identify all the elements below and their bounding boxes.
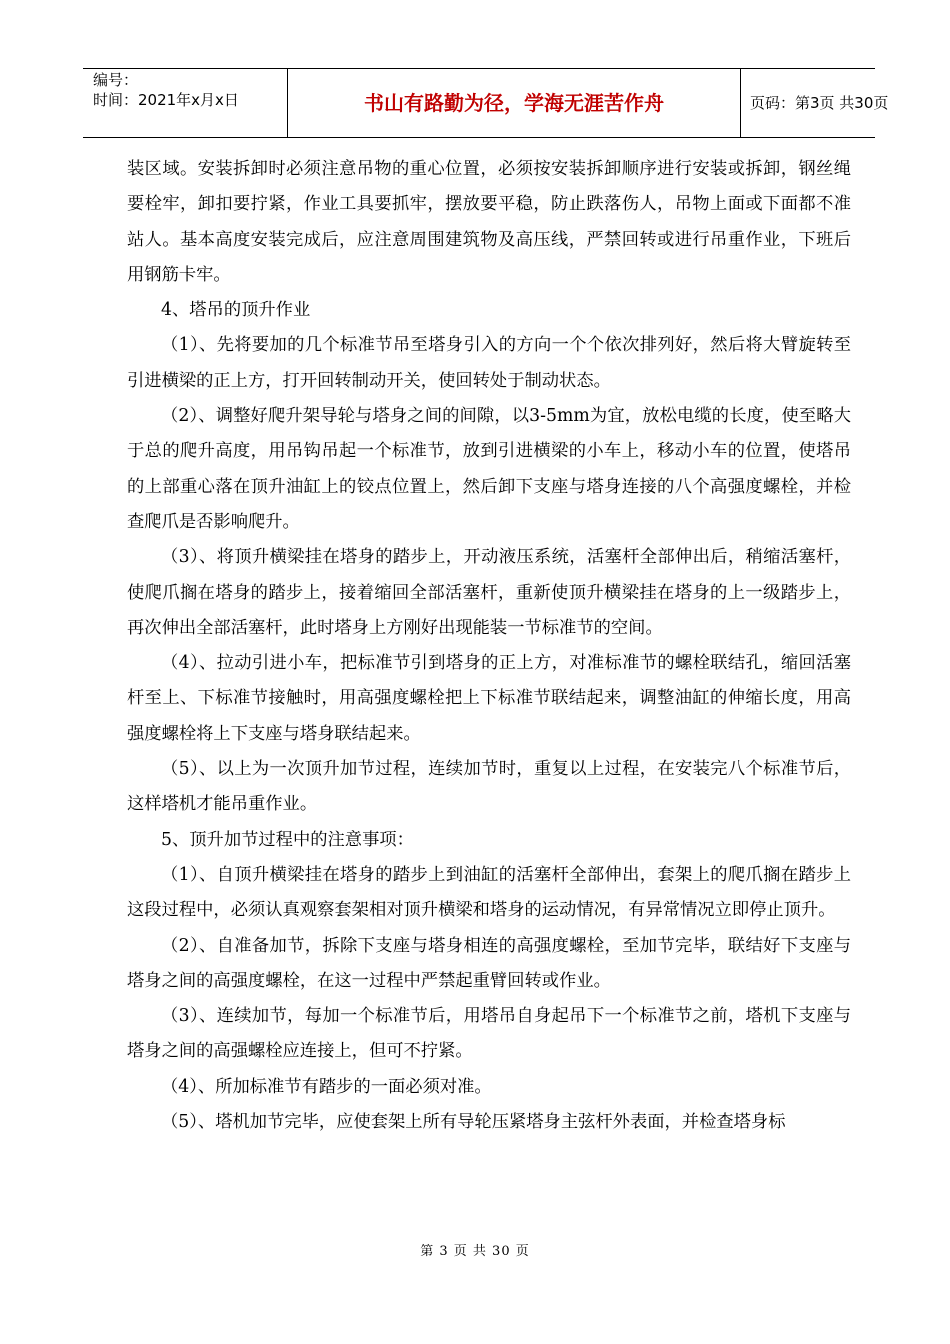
paragraph-note-4: （4）、所加标准节有踏步的一面必须对准。 bbox=[161, 1076, 492, 1097]
date-label: 时间：2021年x月x日 bbox=[93, 91, 239, 109]
section-heading-4: 4、塔吊的顶升作业 bbox=[161, 300, 311, 321]
paragraph-step-4: （4）、拉动引进小车，把标准节引到塔身的正上方，对准标准节的螺栓联结孔，缩回活塞杆至上、下标准节接触时，用高强度螺栓把上下标准节联结起来，调整油缸的伸缩长度，用高强度螺栓将上下支座与塔身联结起来。 bbox=[127, 653, 851, 744]
paragraph-note-5: （5）、塔机加节完毕，应使套架上所有导轮压紧塔身主弦杆外表面，并检查塔身标 bbox=[161, 1112, 786, 1133]
paragraph-continued: 装区域。安装拆卸时必须注意吊物的重心位置，必须按安装拆卸顺序进行安装或拆卸，钢丝绳要栓牢，卸扣要拧紧，作业工具要抓牢，摆放要平稳，防止跌落伤人，吊物上面或下面都不准站人。基本高度安装完成后，应注意周围建筑物及高压线，严禁回转或进行吊重作业，下班后用钢筋卡牢。 bbox=[127, 159, 851, 285]
header-motto: 书山有路勤为径，学海无涯苦作舟 bbox=[364, 91, 664, 115]
header-motto-cell bbox=[287, 69, 741, 137]
paragraph-step-5: （5）、以上为一次顶升加节过程，连续加节时，重复以上过程，在安装完八个标准节后，这样塔机才能吊重作业。 bbox=[127, 759, 851, 815]
document-body bbox=[127, 152, 851, 1140]
paragraph-step-3: （3）、将顶升横梁挂在塔身的踏步上，开动液压系统，活塞杆全部伸出后，稍缩活塞杆，使爬爪搁在塔身的踏步上，接着缩回全部活塞杆，重新使顶升横梁挂在塔身的上一级踏步上，再次伸出全部活塞杆，此时塔身上方刚好出现能装一节标准节的空间。 bbox=[127, 547, 851, 638]
paragraph-note-3: （3）、连续加节，每加一个标准节后，用塔吊自身起吊下一个标准节之前，塔机下支座与塔身之间的高强螺栓应连接上，但可不拧紧。 bbox=[127, 1006, 851, 1062]
page-header bbox=[83, 68, 889, 138]
paragraph-note-2: （2）、自准备加节，拆除下支座与塔身相连的高强度螺栓，至加节完毕，联结好下支座与塔身之间的高强度螺栓，在这一过程中严禁起重臂回转或作业。 bbox=[127, 935, 851, 991]
header-left-cell bbox=[83, 69, 287, 137]
header-page-number: 页码：第3页 共30页 bbox=[750, 94, 889, 112]
paragraph-step-2: （2）、调整好爬升架导轮与塔身之间的间隙，以3-5mm为宜，放松电缆的长度，使至略大于总的爬升高度，用吊钩吊起一个标准节，放到引进横梁的小车上，移动小车的位置，使塔吊的上部重心落在顶升油缸上的铰点位置上，然后卸下支座与塔身连接的八个高强度螺栓，并检查爬爪是否影响爬升。 bbox=[127, 406, 851, 532]
paragraph-note-1: （1）、自顶升横梁挂在塔身的踏步上到油缸的活塞杆全部伸出，套架上的爬爪搁在踏步上这段过程中，必须认真观察套架相对顶升横梁和塔身的运动情况，有异常情况立即停止顶升。 bbox=[127, 864, 851, 921]
paragraph-step-1: （1）、先将要加的几个标准节吊至塔身引入的方向一个个依次排列好，然后将大臂旋转至引进横梁的正上方，打开回转制动开关，使回转处于制动状态。 bbox=[127, 335, 851, 391]
header-right-cell bbox=[740, 69, 889, 137]
serial-label: 编号： bbox=[93, 71, 139, 89]
page-footer: 第 3 页 共 30 页 bbox=[420, 1244, 530, 1259]
section-heading-5: 5、顶升加节过程中的注意事项： bbox=[161, 829, 414, 850]
